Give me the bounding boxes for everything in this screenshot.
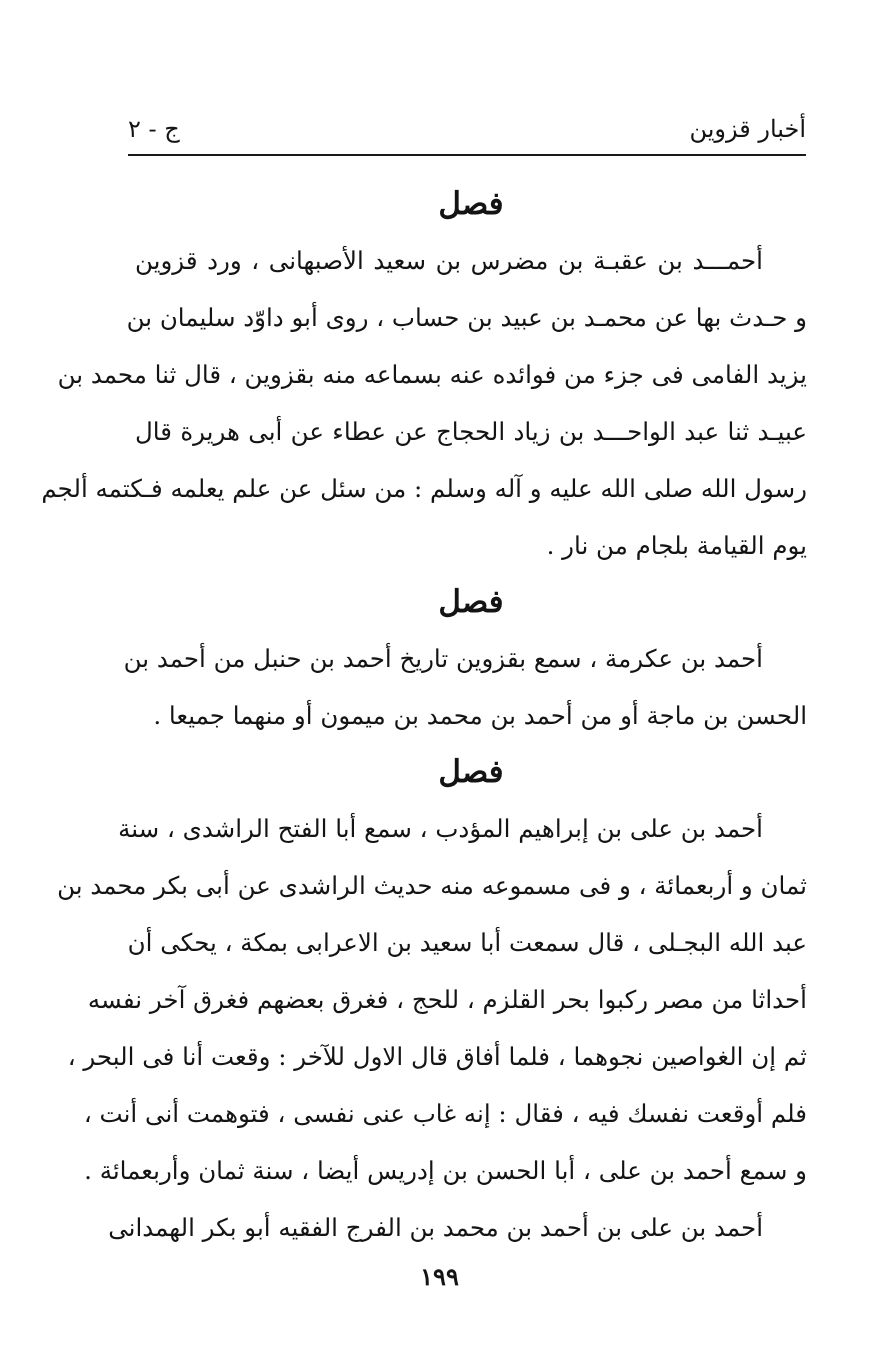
book-title: أخبار قزوين (689, 115, 806, 143)
text-line: فلم أوقعت نفسك فيه ، فقال : إنه غاب عنى نفسى ، فتوهمت أنى أنت ، (83, 1099, 807, 1128)
section-heading: فصل (438, 754, 504, 790)
text-line: أحمد بن عكرمة ، سمع بقزوين تاريخ أحمد بن حنبل من أحمد بن (123, 644, 763, 673)
text-line: يوم القيامة بلجام من نار . (546, 531, 807, 560)
text-line: عبد الله البجـلى ، قال سمعت أبا سعيد بن الاعرابى بمكة ، يحكى أن (127, 928, 807, 957)
paragraph (123, 630, 807, 744)
running-header (128, 104, 806, 156)
text-line: أحمد بن على بن إبراهيم المؤدب ، سمع أبا الفتح الراشدى ، سنة (118, 814, 763, 843)
text-line: أحمد بن على بن أحمد بن محمد بن الفرج الفقيه أبو بكر الهمدانى (108, 1213, 763, 1242)
paragraph (41, 232, 807, 574)
paragraph (57, 800, 807, 1256)
section-heading: فصل (438, 186, 504, 222)
volume-number: ج - ٢ (128, 115, 180, 143)
section-heading: فصل (438, 584, 504, 620)
text-line: ثمان و أربعمائة ، و فى مسموعه منه حديث الراشدى عن أبى بكر محمد بن (57, 871, 807, 900)
text-line: أحمـــد بن عقبـة بن مضرس بن سعيد الأصبهانى ، ورد قزوين (135, 246, 763, 275)
text-line: رسول الله صلى الله عليه و آله وسلم : من سئل عن علم يعلمه فـكتمه ألجم (41, 474, 807, 503)
text-line: و حـدث بها عن محمـد بن عبيد بن حساب ، روى أبو داوّد سليمان بن (126, 303, 807, 332)
text-line: الحسن بن ماجة أو من أحمد بن محمد بن ميمون أو منهما جميعا . (153, 701, 807, 730)
page-number: ١٩٩ (420, 1262, 459, 1291)
text-line: أحداثا من مصر ركبوا بحر القلزم ، للحج ، فغرق بعضهم فغرق آخر نفسه (87, 985, 807, 1014)
text-line: و سمع أحمد بن على ، أبا الحسن بن إدريس أيضا ، سنة ثمان وأربعمائة . (84, 1156, 807, 1185)
page-body (41, 176, 807, 1256)
text-line: يزيد الفامى فى جزء من فوائده عنه بسماعه منه بقزوين ، قال ثنا محمد بن (57, 360, 807, 389)
text-line: ثم إن الغواصين نجوهما ، فلما أفاق قال الاول للآخر : وقعت أنا فى البحر ، (67, 1042, 807, 1071)
text-line: عبيـد ثنا عبد الواحـــد بن زياد الحجاج عن عطاء عن أبى هريرة قال (135, 417, 807, 446)
